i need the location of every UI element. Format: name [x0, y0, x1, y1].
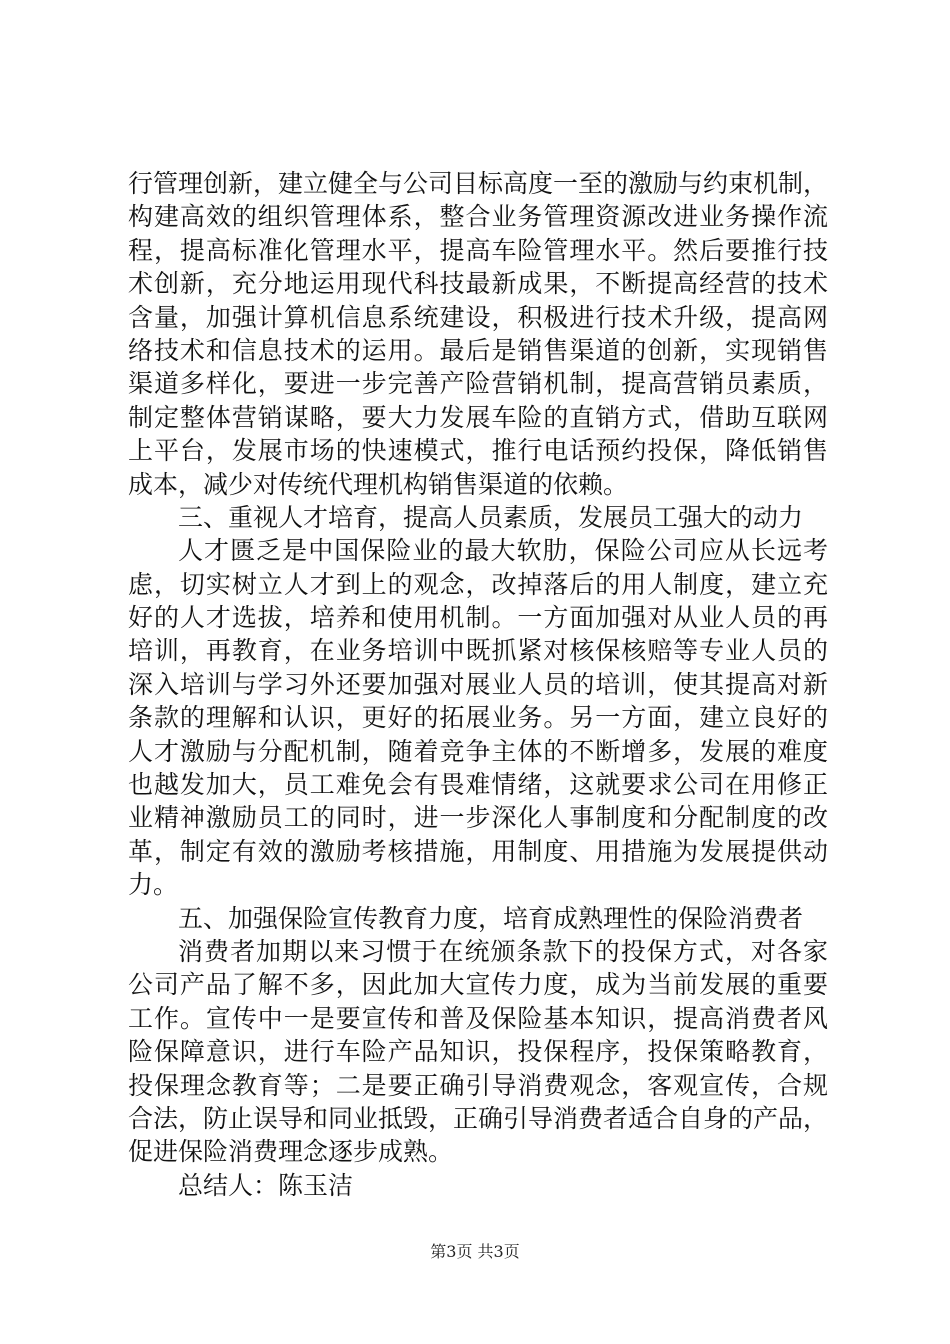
- text-line: 革，制定有效的激励考核措施，用制度、用措施为发展提供动: [128, 836, 828, 866]
- text-line: 渠道多样化，要进一步完善产险营销机制，提高营销员素质，: [128, 369, 828, 399]
- text-line: 工作。宣传中一是要宣传和普及保险基本知识，提高消费者风: [128, 1003, 828, 1033]
- text-line: 公司产品了解不多，因此加大宣传力度，成为当前发展的重要: [128, 970, 828, 1000]
- paragraph: [128, 167, 828, 501]
- text-line: 构建高效的组织管理体系，整合业务管理资源改进业务操作流: [128, 202, 828, 232]
- paragraph: [128, 534, 828, 901]
- text-line: 也越发加大，员工难免会有畏难情绪，这就要求公司在用修正: [128, 770, 828, 800]
- text-line: 培训，再教育，在业务培训中既抓紧对核保核赔等专业人员的: [128, 636, 828, 666]
- text-line: 含量，加强计算机信息系统建设，积极进行技术升级，提高网: [128, 302, 828, 332]
- text-line: 消费者加期以来习惯于在统颁条款下的投保方式，对各家: [178, 936, 828, 966]
- text-line: 业精神激励员工的同时，进一步深化人事制度和分配制度的改: [128, 803, 828, 833]
- paragraph: [128, 501, 828, 534]
- paragraph: [128, 935, 828, 1169]
- text-line: 力。: [128, 870, 179, 900]
- text-line: 制定整体营销谋略，要大力发展车险的直销方式，借助互联网: [128, 402, 828, 432]
- text-line: 术创新，充分地运用现代科技最新成果，不断提高经营的技术: [128, 269, 828, 299]
- text-line: 险保障意识，进行车险产品知识，投保程序，投保策略教育，: [128, 1037, 828, 1067]
- text-line: 三、重视人才培育，提高人员素质，发展员工强大的动力: [178, 502, 804, 532]
- text-line: 成本，减少对传统代理机构销售渠道的依赖。: [128, 469, 629, 499]
- text-line: 五、加强保险宣传教育力度，培育成熟理性的保险消费者: [178, 903, 804, 933]
- text-line: 人才匮乏是中国保险业的最大软肋，保险公司应从长远考: [178, 536, 828, 566]
- text-line: 上平台，发展市场的快速模式，推行电话预约投保，降低销售: [128, 436, 828, 466]
- text-line: 投保理念教育等；二是要正确引导消费观念，客观宣传，合规: [128, 1070, 828, 1100]
- text-line: 行管理创新，建立健全与公司目标高度一至的激励与约束机制，: [128, 169, 829, 198]
- text-line: 深入培训与学习外还要加强对展业人员的培训，使其提高对新: [128, 669, 828, 699]
- text-line: 络技术和信息技术的运用。最后是销售渠道的创新，实现销售: [128, 335, 828, 365]
- text-line: 好的人才选拔，培养和使用机制。一方面加强对从业人员的再: [128, 603, 828, 633]
- text-line: 程，提高标准化管理水平，提高车险管理水平。然后要推行技: [128, 235, 828, 265]
- text-line: 条款的理解和认识，更好的拓展业务。另一方面，建立良好的: [128, 703, 828, 733]
- text-line: 促进保险消费理念逐步成熟。: [128, 1137, 454, 1167]
- text-line: 总结人：陈玉洁: [178, 1170, 354, 1200]
- document-body: [128, 167, 828, 1202]
- paragraph: [128, 1169, 828, 1202]
- text-line: 虑，切实树立人才到上的观念，改掉落后的用人制度，建立充: [128, 569, 828, 599]
- text-line: 合法，防止误导和同业抵毁，正确引导消费者适合自身的产品，: [128, 1103, 829, 1133]
- paragraph: [128, 902, 828, 935]
- text-line: 人才激励与分配机制，随着竞争主体的不断增多，发展的难度: [128, 736, 828, 766]
- page-footer: 第3页 共3页: [430, 1242, 520, 1261]
